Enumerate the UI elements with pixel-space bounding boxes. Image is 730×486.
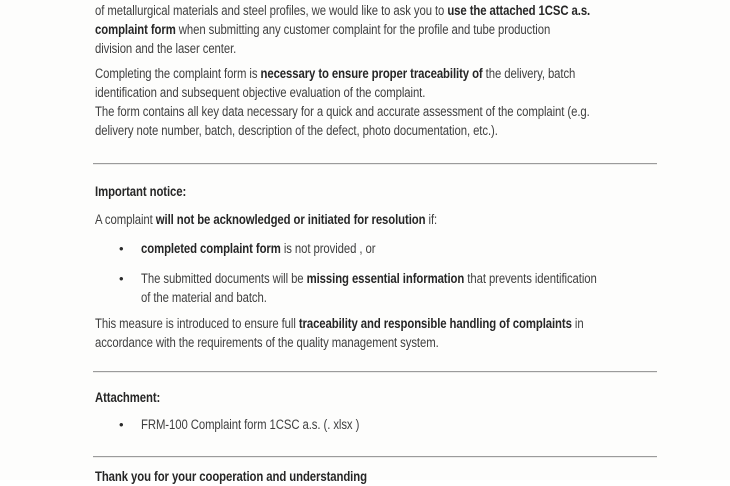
text-segment: if: [425, 212, 437, 227]
section-divider [93, 163, 657, 164]
text-segment: Completing the complaint form is [95, 66, 261, 81]
text-segment-bold: use the attached 1CSC a.s. [447, 3, 590, 18]
text-segment-bold: complaint form [95, 22, 176, 37]
list-item [95, 239, 420, 258]
list-item-text [141, 239, 420, 258]
text-segment: of metallurgical materials and steel profiles, we would like to ask you to [95, 3, 447, 18]
section-divider [93, 371, 657, 372]
text-line [95, 467, 367, 486]
text-segment: This measure is introduced to ensure full [95, 316, 299, 331]
list-item [95, 269, 684, 307]
list-item-text [141, 269, 684, 307]
text-line [95, 121, 590, 140]
notice-condition-line [95, 210, 502, 229]
text-line [141, 288, 597, 307]
text-line [95, 64, 590, 83]
heading-text: Important notice: [95, 184, 186, 199]
paragraph-measure [95, 314, 677, 352]
attachment-heading [95, 388, 173, 407]
text-segment: is not provided , or [281, 241, 376, 256]
list-item [95, 415, 401, 434]
text-line [95, 210, 437, 229]
text-segment: accordance with the requirements of the quality management system. [95, 335, 439, 350]
important-notice-heading [95, 182, 204, 201]
notice-bullet-list [95, 269, 684, 307]
paragraph-intro [95, 1, 684, 58]
text-line [95, 20, 590, 39]
notice-bullet-list [95, 239, 420, 258]
bullet-icon: • [119, 239, 141, 258]
text-line [95, 102, 590, 121]
bullet-icon: • [119, 269, 141, 288]
text-segment-bold: traceability and responsible handling of complaints [299, 316, 572, 331]
text-segment: delivery note number, batch, description of the defect, photo documentation, etc.). [95, 123, 498, 138]
text-line [95, 1, 590, 20]
text-segment: The submitted documents will be [141, 271, 307, 286]
text-line [95, 333, 584, 352]
closing-text: Thank you for your cooperation and understanding [95, 469, 367, 484]
text-segment: FRM-100 Complaint form 1CSC a.s. (. xlsx ) [141, 417, 359, 432]
text-segment-bold: completed complaint form [141, 241, 281, 256]
text-segment: identification and subsequent objective evaluation of the complaint. [95, 85, 425, 100]
text-line [95, 388, 160, 407]
attachment-list [95, 415, 401, 434]
section-divider [93, 456, 657, 457]
text-segment: when submitting any customer complaint for the profile and tube production [176, 22, 550, 37]
text-segment: the delivery, batch [483, 66, 576, 81]
text-segment: that prevents identification [464, 271, 596, 286]
text-line [95, 314, 584, 333]
closing-line [95, 467, 419, 486]
bullet-icon: • [119, 415, 141, 434]
text-line [141, 269, 597, 288]
text-line [95, 182, 186, 201]
heading-text: Attachment: [95, 390, 160, 405]
list-item-text [141, 415, 401, 434]
text-segment: of the material and batch. [141, 290, 267, 305]
text-line [95, 39, 590, 58]
text-line [141, 415, 359, 434]
text-segment: A complaint [95, 212, 156, 227]
text-segment: division and the laser center. [95, 41, 236, 56]
text-segment-bold: necessary to ensure proper traceability of [261, 66, 483, 81]
text-segment: The form contains all key data necessary for a quick and accurate assessment of the complaint (e.g. [95, 104, 590, 119]
text-segment-bold: will not be acknowledged or initiated for resolution [156, 212, 426, 227]
text-line [95, 83, 590, 102]
text-segment: in [572, 316, 584, 331]
text-segment-bold: missing essential information [307, 271, 465, 286]
text-line [141, 239, 375, 258]
paragraph-traceability [95, 64, 684, 140]
